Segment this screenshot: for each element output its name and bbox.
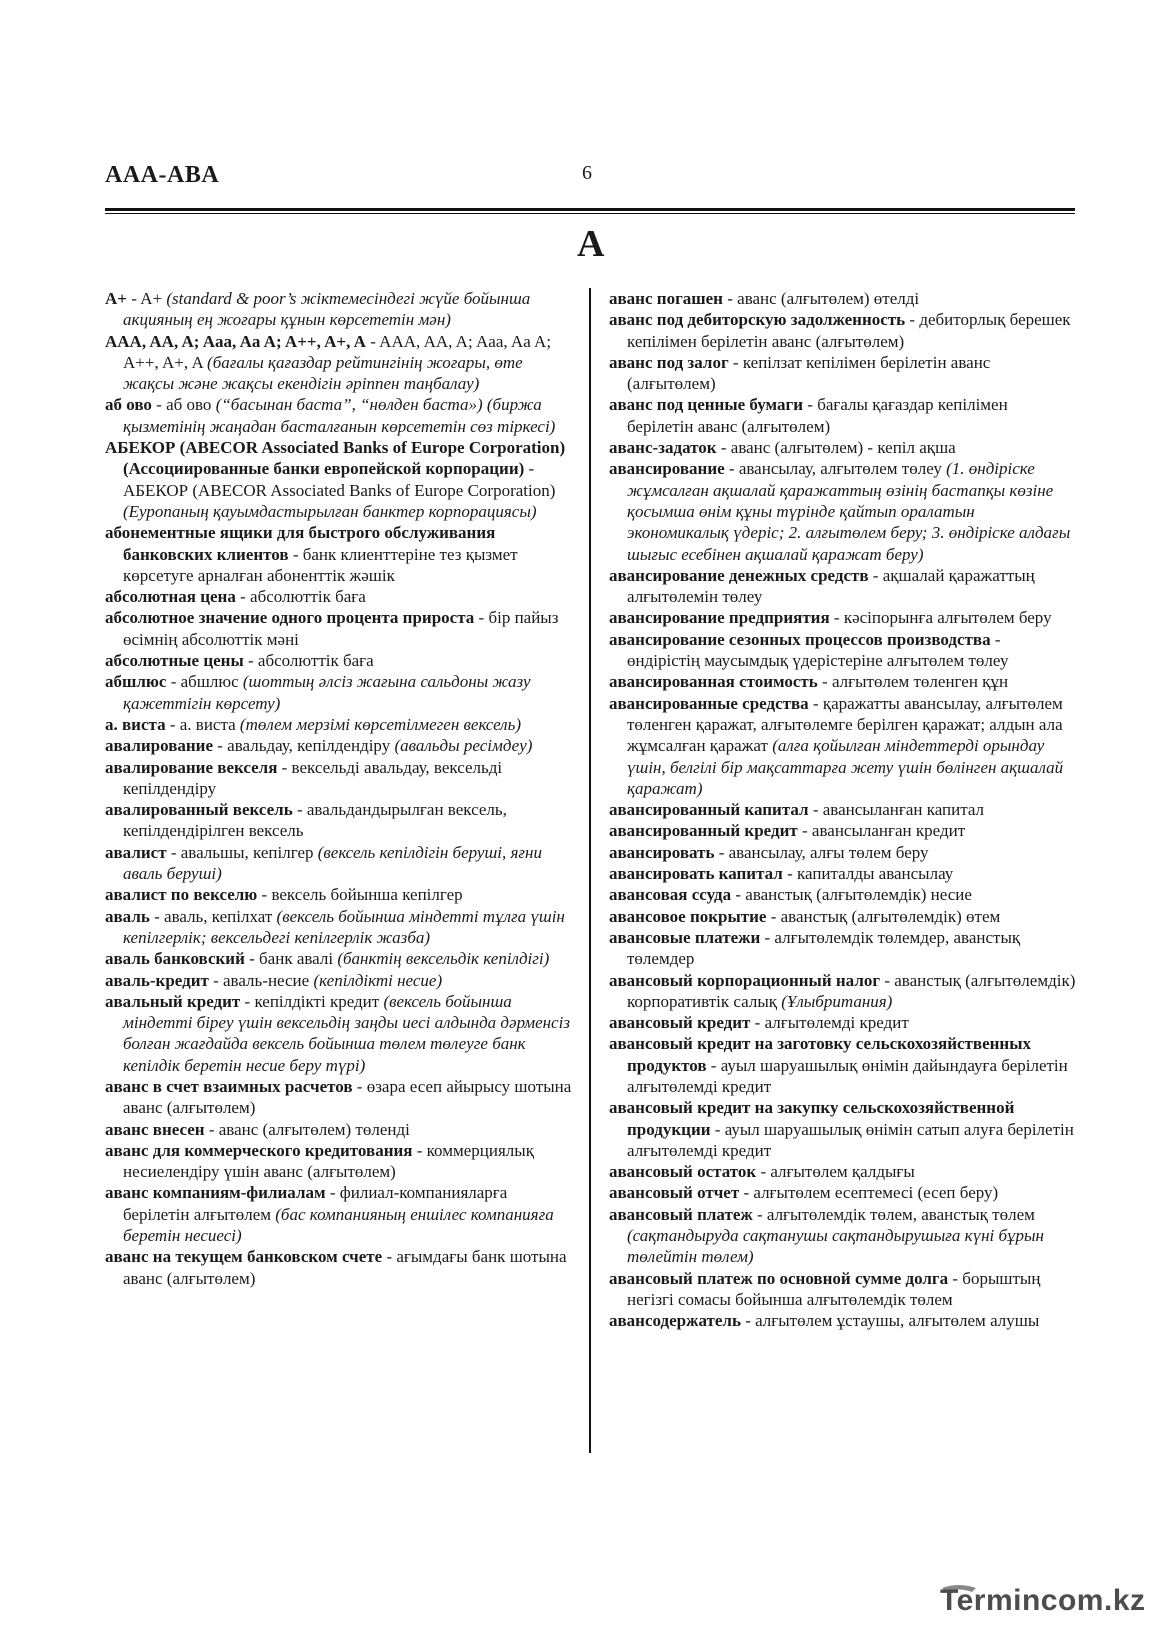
- entry-term: аванс внесен: [105, 1119, 205, 1139]
- dictionary-entry: [609, 1012, 1077, 1033]
- entry-term: авансировать: [609, 842, 715, 862]
- entry-term: авальный кредит: [105, 991, 241, 1011]
- entry-translation: - вексельді авальдау, вексельді кепілдендіру: [123, 757, 503, 798]
- dictionary-entry: [105, 884, 573, 905]
- entry-term: авансированный кредит: [609, 821, 798, 841]
- entry-translation: - аванстық (алғытөлемдік) өтем: [766, 906, 1001, 926]
- dictionary-entry: [609, 437, 1077, 458]
- entry-term: аванс под ценные бумаги: [609, 395, 804, 415]
- dictionary-entry: [609, 1268, 1077, 1311]
- entry-note: (бағалы қағаздар рейтингінің жоғары, өте жақсы және жақсы екендігін әріппен таңбалау): [123, 352, 523, 394]
- entry-term: авансировать капитал: [609, 864, 783, 884]
- entry-term: авансовый корпорационный налог: [609, 970, 881, 990]
- entry-term: авансовый платеж: [609, 1204, 753, 1224]
- entry-term: авансовые платежи: [609, 927, 761, 947]
- dictionary-entry: [105, 437, 573, 522]
- dictionary-entry: [609, 799, 1077, 820]
- entry-translation: - аваль-несие: [208, 970, 314, 990]
- running-head: AAA-ABA: [105, 162, 220, 188]
- entry-term: авансирование сезонных процессов производства: [609, 629, 991, 649]
- dictionary-entry: [105, 394, 573, 437]
- dictionary-entry: [105, 671, 573, 714]
- dictionary-entry: [609, 288, 1077, 309]
- termincom-logo: [940, 1582, 1150, 1626]
- entry-translation: - абсолюттік баға: [243, 651, 374, 671]
- entry-term: абсолютное значение одного процента прироста: [105, 608, 475, 628]
- entry-translation: - ағымдағы банк шотына аванс (алғытөлем): [123, 1247, 567, 1288]
- entry-term: авансированная стоимость: [609, 672, 818, 692]
- dictionary-entry: [609, 607, 1077, 628]
- entry-term: авансированные средства: [609, 693, 809, 713]
- entry-translation: - дебиторлық берешек кепілімен берілетін аванс (алғытөлем): [627, 310, 1071, 351]
- entry-note: (“басынан баста”, “нөлден баста») (биржа қызметінің жаңадан басталғанын көрсететін сөз тіркесі): [123, 395, 556, 436]
- entry-translation: - алғытөлем ұстаушы, алғытөлем алушы: [740, 1311, 1040, 1331]
- entry-term: авансовый кредит на закупку сельскохозяйственной продукции: [609, 1098, 1015, 1139]
- entry-note: (төлем мерзімі көрсетілмеген вексель): [239, 714, 521, 734]
- dictionary-entry: [105, 714, 573, 735]
- entry-translation: - аванстық (алғытөлемдік) несие: [731, 885, 972, 905]
- entry-term: абсолютные цены: [105, 651, 244, 671]
- entry-note: (банктің вексельдік кепілдігі): [337, 949, 550, 969]
- entry-term: авансирование предприятия: [609, 608, 830, 628]
- entry-term: а. виста: [105, 714, 166, 734]
- entry-term: авансовый платеж по основной сумме долга: [609, 1268, 949, 1288]
- dictionary-entry: [105, 799, 573, 842]
- dictionary-entry: [105, 1076, 573, 1119]
- entry-note: (бас компанияның еншілес компанияға беретін несиесі): [123, 1204, 554, 1246]
- entry-term: авансовый кредит: [609, 1013, 751, 1033]
- dictionary-entry: [609, 1204, 1077, 1268]
- entry-translation: - A+: [126, 289, 167, 308]
- entry-translation: - аванс (алғытөлем) өтелді: [722, 289, 920, 308]
- entry-term: авансовый кредит на заготовку сельскохозяйственных продуктов: [609, 1034, 1031, 1075]
- entry-translation: - коммерциялық несиелендіру үшін аванс (алғытөлем): [123, 1140, 534, 1182]
- entry-translation: - филиал-компанияларға берілетін алғытөлем: [123, 1183, 508, 1224]
- dictionary-entry: [105, 522, 573, 586]
- entry-translation: - алғытөлем төленген құн: [817, 672, 1009, 692]
- entry-translation: - кәсіпорынға алғытөлем беру: [829, 608, 1052, 628]
- entry-note: (шоттың әлсіз жағына сальдоны жазу қажеттігін көрсету): [123, 672, 531, 713]
- entry-translation: - ауыл шаруашылық өнімін сатып алуға берілетін алғытөлемді кредит: [627, 1119, 1074, 1160]
- dictionary-entry: [609, 906, 1077, 927]
- dictionary-entry: [609, 927, 1077, 970]
- entry-translation: - а. виста: [165, 714, 240, 734]
- entry-term: аванс под залог: [609, 352, 729, 372]
- dictionary-entry: [609, 1097, 1077, 1161]
- entry-translation: - қаражатты авансылау, алғытөлем төленген қаражат, алғытөлемге берілген қаражат; алдын ала жұмсалған қаражат: [627, 693, 1063, 756]
- dictionary-entry: [105, 970, 573, 991]
- dictionary-entry: [105, 650, 573, 671]
- dictionary-entry: [105, 991, 573, 1076]
- entry-term: абонементные ящики для быстрого обслуживания банковских клиентов: [105, 523, 496, 564]
- dictionary-entry: [105, 1246, 573, 1289]
- entry-note: (standard & poor’s жіктемесіндегі жүйе бойынша акцияның ең жоғары құнын көрсететін мән): [123, 289, 531, 330]
- entry-term: АБЕКОР (ABECOR Associated Banks of Europe Corporation) (Ассоциированные банки европейской корпорации): [105, 438, 566, 479]
- entry-translation: - авансылау, алғы төлем беру: [714, 842, 929, 862]
- dictionary-entry: [105, 842, 573, 885]
- dictionary-entry: [609, 884, 1077, 905]
- logo-text: Termincom.kz: [940, 1584, 1146, 1617]
- entry-translation: - банк клиенттеріне тез қызмет көрсетуге арналған абоненттік жәшік: [123, 544, 518, 585]
- dictionary-entry: [609, 352, 1077, 395]
- dictionary-entry: [105, 1119, 573, 1140]
- entry-translation: - ауыл шаруашылық өнімін дайындауға берілетін алғытөлемді кредит: [627, 1055, 1068, 1096]
- entry-term: авансодержатель: [609, 1311, 741, 1331]
- entry-term: аванс на текущем банковском счете: [105, 1247, 383, 1267]
- entry-term: A+: [105, 289, 127, 308]
- entry-translation: - капиталды авансылау: [782, 864, 954, 884]
- entry-term: авансовый остаток: [609, 1162, 757, 1182]
- entry-translation: - абсолюттік баға: [235, 587, 366, 607]
- dictionary-entry: [105, 735, 573, 756]
- entry-note: (алға қойылған міндеттерді орындау үшін, белгілі бір мақсаттарға жету үшін бөлінген ақшалай қаражат): [627, 736, 1064, 798]
- entry-translation: - алғытөлемді кредит: [750, 1013, 909, 1033]
- entry-translation: - вексель бойынша кепілгер: [257, 885, 463, 905]
- dictionary-entry: [105, 331, 573, 395]
- entry-translation: - алғытөлемдік төлемдер, аванстық төлемдер: [627, 927, 1021, 969]
- entry-translation: - аванс (алғытөлем) - кепіл ақша: [716, 438, 956, 458]
- dictionary-entry: [609, 394, 1077, 437]
- dictionary-entry: [105, 288, 573, 331]
- entry-note: (вексель бойынша міндетті біреу үшін вексельдің заңды иесі алдында дәрменсіз болған жағдайда вексель бойынша төлем төлеуге банк кепілдік беретін несие беру түрі): [123, 991, 570, 1075]
- entry-note: (вексель бойынша міндетті тұлға үшін кепілгерлік; вексельдегі кепілгерлік жазба): [123, 906, 565, 947]
- entry-translation: - кепілдікті кредит: [240, 991, 384, 1011]
- entry-term: AAA, AA, A; Aaa, Aa A; A++, A+, A: [105, 331, 366, 351]
- entry-translation: - авансыланған кредит: [797, 821, 966, 841]
- entry-translation: - авальдандырылған вексель, кепілдендірілген вексель: [123, 800, 507, 841]
- entry-translation: - кепілзат кепілімен берілетін аванс (алғытөлем): [627, 352, 991, 394]
- dictionary-entry: [609, 1033, 1077, 1097]
- entry-translation: - бағалы қағаздар кепілімен берілетін аванс (алғытөлем): [627, 395, 1008, 436]
- entry-translation: - бір пайыз өсімнің абсолюттік мәні: [123, 608, 559, 649]
- dictionary-entry: [609, 1161, 1077, 1182]
- entry-term: аваль банковский: [105, 949, 245, 969]
- entry-note: (1. өндіріске жұмсалған ақшалай қаражаттың өзінің бастапқы көзіне қосымша өнім құны түрінде қайтып оралатын экономикалық үдеріс; 2. алғытөлем беру; 3. өндіріске алдағы шығыс есебінен ақшалай қаражат беру): [627, 459, 1071, 564]
- entry-note: (кепілдікті несие): [313, 970, 443, 990]
- dictionary-entry: [609, 863, 1077, 884]
- dictionary-entry: [105, 757, 573, 800]
- entry-translation: - аванс (алғытөлем) төленді: [204, 1119, 410, 1139]
- dictionary-entry: [609, 671, 1077, 692]
- entry-translation: - абшлюс: [166, 672, 243, 692]
- entry-term: авансирование денежных средств: [609, 565, 869, 585]
- entry-translation: - авансылау, алғытөлем төлеу: [724, 459, 947, 479]
- entry-term: авансовое покрытие: [609, 906, 767, 926]
- entry-term: авалист по векселю: [105, 885, 258, 905]
- dictionary-entry: [105, 607, 573, 650]
- header-rule: [105, 208, 1075, 211]
- entry-term: авалист: [105, 842, 167, 862]
- entry-term: абсолютная цена: [105, 587, 236, 607]
- dictionary-entry: [609, 565, 1077, 608]
- entry-translation: - ақшалай қаражаттың алғытөлемін төлеу: [627, 565, 1035, 607]
- entry-translation: - АБЕКОР (ABECOR Associated Banks of Europe Corporation): [123, 459, 556, 500]
- entry-translation: - алғытөлемдік төлем, аванстық төлем: [752, 1204, 1035, 1224]
- entry-term: авалирование: [105, 736, 214, 756]
- dictionary-entry: [609, 820, 1077, 841]
- page-number: 6: [582, 162, 592, 184]
- dictionary-entry: [609, 629, 1077, 672]
- right-column: [609, 288, 1077, 1332]
- header-rule-thin: [105, 213, 1075, 214]
- entry-term: аванс в счет взаимных расчетов: [105, 1076, 353, 1096]
- dictionary-entry: [609, 1182, 1077, 1203]
- entry-translation: - өзара есеп айырысу шотына аванс (алғытөлем): [123, 1076, 572, 1118]
- dictionary-entry: [105, 586, 573, 607]
- section-letter: A: [577, 223, 605, 265]
- entry-term: аванс-задаток: [609, 438, 717, 458]
- entry-translation: - борыштың негізгі сомасы бойынша алғытөлемдік төлем: [627, 1268, 1041, 1309]
- entry-translation: - AAA, AA, A; Aaa, Aa A; A++, A+, A: [123, 331, 552, 372]
- dictionary-entry: [609, 309, 1077, 352]
- dictionary-entry: [609, 970, 1077, 1013]
- entry-term: аваль: [105, 906, 150, 926]
- entry-translation: - банк авалі: [244, 949, 338, 969]
- entry-term: аванс погашен: [609, 289, 723, 308]
- dictionary-entry: [105, 1182, 573, 1246]
- entry-translation: - авансыланған капитал: [808, 800, 985, 820]
- entry-term: аванс для коммерческого кредитования: [105, 1140, 413, 1160]
- entry-note: (сақтандыруда сақтанушы сақтандырушыға күні бұрын төлейтін төлем): [627, 1226, 1044, 1267]
- dictionary-entry: [105, 948, 573, 969]
- column-divider: [589, 288, 591, 1453]
- entry-term: авалирование векселя: [105, 757, 278, 777]
- entry-term: авансированный капитал: [609, 800, 809, 820]
- entry-term: аваль-кредит: [105, 970, 209, 990]
- dictionary-entry: [609, 1310, 1077, 1331]
- entry-term: абшлюс: [105, 672, 167, 692]
- entry-note: (Еуропаның қауымдастырылған банктер корпорациясы): [123, 501, 537, 521]
- entry-term: авансовая ссуда: [609, 885, 732, 905]
- dictionary-entry: [609, 458, 1077, 564]
- dictionary-entry: [105, 906, 573, 949]
- dictionary-entry: [609, 842, 1077, 863]
- entry-term: авалированный вексель: [105, 800, 293, 820]
- entry-translation: - аб ово: [151, 395, 216, 415]
- entry-translation: - авальшы, кепілгер: [166, 842, 318, 862]
- entry-term: аванс компаниям-филиалам: [105, 1183, 326, 1203]
- entry-note: (Ұлыбритания): [781, 991, 893, 1011]
- entry-term: аб ово: [105, 395, 152, 415]
- entry-term: авансирование: [609, 459, 725, 479]
- entry-translation: - аванстық (алғытөлемдік) корпоративтік салық: [627, 970, 1076, 1011]
- dictionary-entry: [609, 693, 1077, 799]
- dictionary-entry: [105, 1140, 573, 1183]
- entry-term: аванс под дебиторскую задолженность: [609, 310, 906, 330]
- entry-translation: - өндірістің маусымдық үдерістеріне алғытөлем төлеу: [627, 629, 1009, 671]
- entry-translation: - аваль, кепілхат: [149, 906, 277, 926]
- entry-translation: - авальдау, кепілдендіру: [213, 736, 395, 756]
- left-column: [105, 288, 573, 1289]
- entry-term: авансовый отчет: [609, 1183, 740, 1203]
- entry-note: (авальды ресімдеу): [394, 736, 533, 756]
- entry-translation: - алғытөлем есептемесі (есеп беру): [739, 1183, 999, 1203]
- entry-note: (вексель кепілдігін беруші, яғни аваль беруші): [123, 842, 542, 884]
- entry-translation: - алғытөлем қалдығы: [756, 1162, 915, 1182]
